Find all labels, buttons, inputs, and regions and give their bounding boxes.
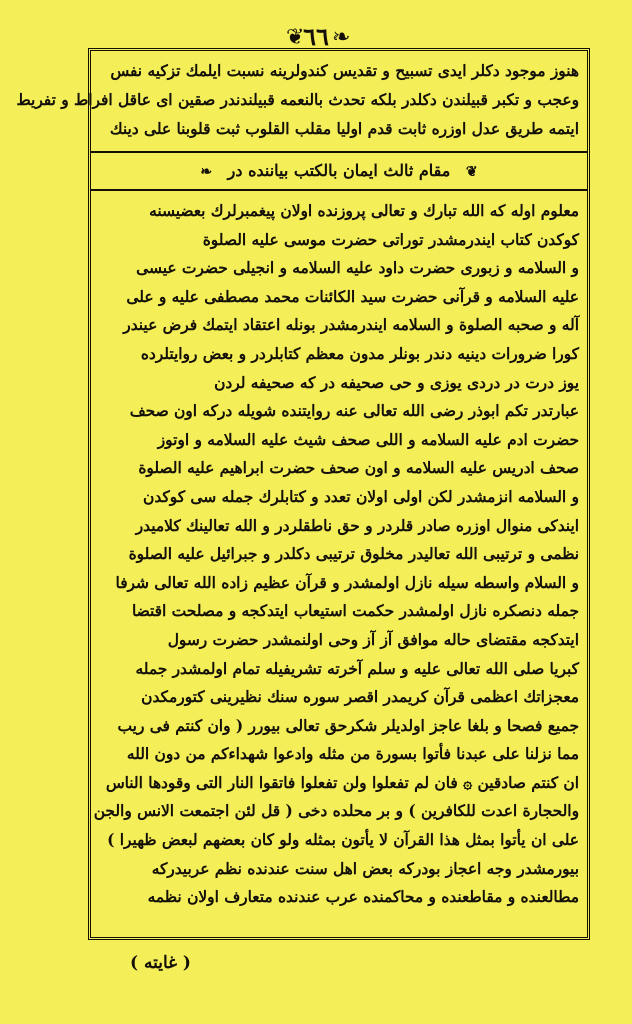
body-line: ان كنتم صادقين ۞ فان لم تفعلوا ولن تفعلوا فاتقوا النار التى وقودها الناس bbox=[105, 773, 579, 792]
body-line: عبارتدر تكم ابوذر رضى الله تعالى عنه روايتنده شويله دركه اون صحف bbox=[129, 402, 579, 421]
body-line: يوز درت در دردى يوزى و حى صحيفه در كه صحيفه لردن bbox=[214, 373, 579, 392]
body-line: معلوم اوله كه الله تبارك و تعالى پروزنده اولان پيغمبرلرك بعضيسنه bbox=[149, 202, 579, 220]
intro-line: وعجب و تكبر قبيلندن دكلدر بلكه تحدث بالنعمه قبيلندندر صقين اى عاقل افراط و تفريط bbox=[16, 91, 579, 109]
ornament-left-icon: ❦ bbox=[286, 25, 305, 50]
divider bbox=[91, 189, 587, 191]
intro-paragraph bbox=[16, 57, 579, 145]
body-line: و السلامه و زبورى حضرت داود عليه السلامه و انجيلى حضرت عيسى bbox=[136, 259, 579, 278]
intro-line: هنوز موجود دكلر ايدى تسبيح و تقديس كندولرينه نسبت ايلمك تزكيه نفس bbox=[110, 62, 579, 80]
body-line: عليه السلامه و قرآنى حضرت سيد الكائنات محمد مصطفى عليه و على bbox=[126, 287, 579, 306]
body-line: كبريا صلى الله تعالى عليه و سلم آخرته تشريفيله تمام اولمشدر جمله bbox=[135, 659, 579, 678]
leaf-ornament-icon: ❦ bbox=[465, 164, 478, 180]
body-line: على ان يأتوا بمثل هذا القرآن لا يأتون بمثله ولو كان بعضهم لبعض ظهيرا ) bbox=[107, 831, 579, 850]
body-line: صحف ادريس عليه السلامه و اون صحف حضرت ابراهيم عليه الصلوة bbox=[138, 459, 579, 478]
catchword: ( غايته ) bbox=[130, 953, 191, 973]
leaf-ornament-icon: ❧ bbox=[200, 164, 213, 180]
body-line: والحجارة اعدت للكافرين ) و بر محلده دخى ( قل لئن اجتمعت الانس والجن bbox=[93, 802, 579, 821]
body-line: معجزاتك اعظمى قرآن كريمدر اقصر سوره سنك نظيرينى كتورمكدن bbox=[141, 688, 579, 707]
body-line: مطالعنده و مقاطعنده و محاكمنده عرب عندنده متعارف اولان نظمه bbox=[147, 888, 579, 907]
body-line: ايندكى منوال اوزره صادر قلردر و حق ناطقلردر و الله تعالينك كلاميدر bbox=[135, 516, 579, 535]
body-line: جميع فصحا و بلغا عاجز اولديلر شكرحق تعالى بيورر ( وان كنتم فى ريب bbox=[117, 716, 579, 735]
divider bbox=[91, 151, 587, 153]
body-line: و السلام واسطه سيله نازل اولمشدر و قرآن عظيم زاده الله تعالى شرفا bbox=[115, 573, 579, 592]
section-heading bbox=[91, 156, 587, 186]
body-line: نظمى و ترتيبى الله تعاليدر مخلوق ترتيبى دكلدر و جبرائيل عليه الصلوة bbox=[128, 545, 579, 564]
body-line: كوكدن كتاب ايندرمشدر توراتى حضرت موسى عليه الصلوة bbox=[202, 230, 579, 249]
body-line: جمله دنصكره نازل اولمشدر حكمت استيعاب ايتدكجه و مصلحت اقتضا bbox=[131, 602, 579, 621]
page-number: ٦٦ bbox=[303, 22, 329, 51]
body-line: كورا ضرورات دينيه دندر بونلر مدون معظم كتابلردر و بعض روايتلرده bbox=[140, 344, 579, 363]
ornament-right-icon: ❧ bbox=[332, 25, 351, 50]
section-heading-text: مقام ثالث ايمان بالكتب بياننده در bbox=[227, 161, 451, 180]
body-line: مما نزلنا على عبدنا فأتوا بسورة من مثله وادعوا شهداءكم من دون الله bbox=[126, 745, 579, 764]
body-line: آله و صحبه الصلوة و السلامه ايندرمشدر بونله اعتقاد ايتمك فرض عيندر bbox=[123, 316, 579, 335]
body-line: بيورمشدر وجه اعجاز بودركه بعض اهل سنت عندنده نظم عربيدركه bbox=[151, 859, 579, 878]
text-frame bbox=[16, 48, 590, 940]
body-text bbox=[93, 197, 579, 912]
body-line: حضرت ادم عليه السلامه و اللى صحف شيث عليه السلامه و اوتوز bbox=[157, 430, 579, 449]
body-line: ايتدكجه مقتضاى حاله موافق آز آز وحى اولنمشدر حضرت رسول bbox=[167, 630, 579, 649]
intro-line: ايتمه طريق عدل اوزره ثابت قدم اوليا مقلب القلوب ثبت قلوبنا على دينك bbox=[109, 120, 579, 138]
body-line: و السلامه انزمشدر لكن اولى اولان تعدد و كتابلرك جمله سى كوكدن bbox=[143, 487, 579, 506]
